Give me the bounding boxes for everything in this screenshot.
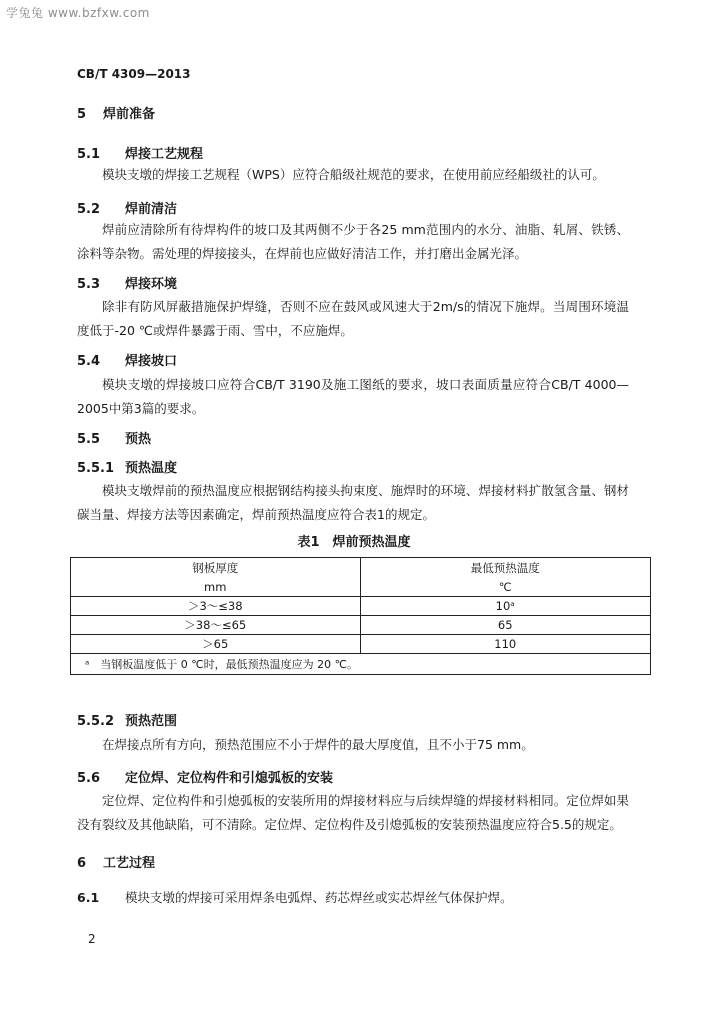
heading-number: 6 (77, 856, 87, 871)
heading-title: 焊接坡口 (125, 354, 178, 369)
clause-number: 6.1 (77, 890, 100, 905)
preheat-table (70, 557, 651, 675)
heading-5-1 (77, 143, 203, 162)
cell-thickness: ＞65 (71, 635, 361, 654)
paragraph-5-5-1: 模块支墩焊前的预热温度应根据钢结构接头拘束度、施焊时的环境、焊接材料扩散氢含量、钢材碳当量、焊接方法等因素确定，焊前预热温度应符合表1的规定。 (77, 483, 629, 522)
heading-number: 5.5.1 (77, 461, 115, 476)
heading-title: 焊前准备 (103, 107, 156, 122)
page-number: 2 (88, 932, 96, 946)
cell-thickness: ＞3～≤38 (71, 597, 361, 616)
table-row (71, 597, 651, 616)
heading-6 (77, 852, 155, 871)
clause-6-1 (77, 888, 513, 906)
heading-5-4 (77, 350, 177, 369)
standard-code: CB/T 4309—2013 (77, 67, 191, 81)
heading-number: 5.1 (77, 147, 101, 162)
heading-title: 焊前清洁 (125, 202, 178, 217)
table-footnote-row (71, 654, 651, 675)
col-unit-temperature: ℃ (360, 578, 651, 597)
heading-number: 5.3 (77, 277, 101, 292)
paragraph-5-2: 焊前应清除所有待焊构件的坡口及其两侧不少于各25 mm范围内的水分、油脂、轧屑、铁锈、涂料等杂物。需处理的焊接接头，在焊前也应做好清洁工作，并打磨出金属光泽。 (77, 222, 629, 261)
cell-temperature: 65 (360, 616, 651, 635)
paragraph-5-1: 模块支墩的焊接工艺规程（WPS）应符合船级社规范的要求，在使用前应经船级社的认可。 (102, 167, 605, 182)
paragraph-5-3: 除非有防风屏蔽措施保护焊缝，否则不应在鼓风或风速大于2m/s的情况下施焊。当周围环境温度低于-20 ℃或焊件暴露于雨、雪中，不应施焊。 (77, 299, 629, 338)
heading-title: 预热范围 (125, 714, 178, 729)
heading-title: 定位焊、定位构件和引熄弧板的安装 (125, 771, 334, 786)
table-row (71, 635, 651, 654)
heading-5-5 (77, 428, 151, 447)
cell-temperature: 110 (360, 635, 651, 654)
clause-text: 模块支墩的焊接可采用焊条电弧焊、药芯焊丝或实芯焊丝气体保护焊。 (125, 890, 513, 905)
heading-title: 焊接工艺规程 (125, 147, 204, 162)
heading-number: 5.6 (77, 771, 101, 786)
heading-title: 预热 (125, 432, 152, 447)
watermark: 学兔兔 www.bzfxw.com (6, 6, 150, 20)
heading-number: 5.5.2 (77, 714, 115, 729)
col-header-temperature: 最低预热温度 (360, 558, 651, 579)
heading-5 (77, 103, 155, 122)
heading-5-6 (77, 767, 333, 786)
cell-temperature: 10ᵃ (360, 597, 651, 616)
table-footnote: ᵃ 当钢板温度低于 0 ℃时，最低预热温度应为 20 ℃。 (71, 654, 651, 675)
col-header-thickness: 钢板厚度 (71, 558, 361, 579)
heading-number: 5.4 (77, 354, 101, 369)
heading-number: 5.2 (77, 202, 101, 217)
heading-title: 工艺过程 (103, 856, 156, 871)
heading-5-2 (77, 198, 177, 217)
table-row (71, 616, 651, 635)
heading-title: 焊接环境 (125, 277, 178, 292)
paragraph-5-4: 模块支墩的焊接坡口应符合CB/T 3190及施工图纸的要求，坡口表面质量应符合CB/T 4000—2005中第3篇的要求。 (77, 377, 629, 416)
heading-title: 预热温度 (125, 461, 178, 476)
table-caption: 表1 焊前预热温度 (297, 535, 411, 550)
paragraph-5-5-2: 在焊接点所有方向，预热范围应不小于焊件的最大厚度值，且不小于75 mm。 (102, 737, 534, 752)
heading-number: 5.5 (77, 432, 101, 447)
paragraph-5-6: 定位焊、定位构件和引熄弧板的安装所用的焊接材料应与后续焊缝的焊接材料相同。定位焊如果没有裂纹及其他缺陷，可不清除。定位焊、定位构件及引熄弧板的安装预热温度应符合5.5的规定。 (77, 793, 629, 832)
heading-5-5-1 (77, 457, 177, 476)
heading-number: 5 (77, 107, 87, 122)
cell-thickness: ＞38～≤65 (71, 616, 361, 635)
heading-5-5-2 (77, 710, 177, 729)
heading-5-3 (77, 273, 177, 292)
col-unit-thickness: mm (71, 578, 361, 597)
